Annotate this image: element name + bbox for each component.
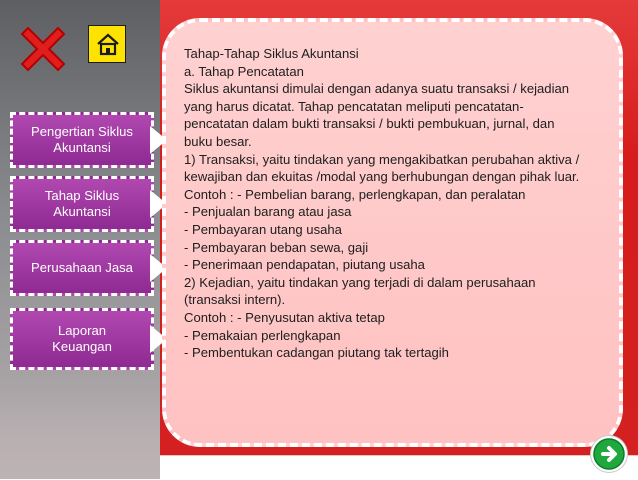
content-line: - Pembentukan cadangan piutang tak tertagih [184,345,449,361]
content-line: Contoh : - Pembelian barang, perlengkapan, dan peralatan [184,186,526,202]
content-line: - Pembayaran utang usaha [184,221,342,237]
next-button[interactable] [591,436,627,472]
bottom-strip [160,455,638,480]
sidebar-item-label: Akuntansi [53,140,111,155]
sidebar-item-label: Laporan [57,323,107,338]
content-line: Contoh : - Penyusutan aktiva tetap [184,309,385,325]
next-arrow-icon [591,436,627,472]
content-line: 2) Kejadian, yaitu tindakan yang terjadi di dalam perusahaan [184,274,536,290]
sidebar-item-tahap-siklus-akuntansi[interactable] [10,176,154,232]
content-line: - Pemakaian perlengkapan [184,327,341,343]
home-icon [89,26,127,64]
content-line: a. Tahap Pencatatan [184,63,304,79]
sidebar-item-laporan-keuangan[interactable] [10,308,154,370]
sidebar-item-label: Akuntansi [53,204,111,219]
close-button[interactable] [16,22,70,76]
content-line: Tahap-Tahap Siklus Akuntansi [184,46,359,61]
content-card [162,18,623,447]
content-line: yang harus dicatat. Tahap pencatatan meliputi pencatatan- [184,98,524,114]
content-line: 1) Transaksi, yaitu tindakan yang mengakibatkan perubahan aktiva / [184,151,580,167]
content-line: Siklus akuntansi dimulai dengan adanya suatu transaksi / kejadian [184,81,570,97]
close-x-icon [16,22,70,76]
sidebar-item-perusahaan-jasa[interactable] [10,240,154,296]
sidebar-item-label: Perusahaan Jasa [31,260,133,275]
content-line: pencatatan dalam bukti transaksi / bukti pembukuan, jurnal, dan [184,116,555,132]
content-line: kewajiban dan ekuitas /modal yang berhubungan dengan pihak luar. [184,169,580,185]
sidebar-item-label: Keuangan [52,339,112,354]
content-text [184,45,614,362]
content-line: - Penjualan barang atau jasa [184,204,352,220]
sidebar-item-label: Pengertian Siklus [31,124,133,139]
sidebar-item-label: Tahap Siklus [44,188,120,203]
content-line: buku besar. [184,133,252,149]
content-line: - Penerimaan pendapatan, piutang usaha [184,257,425,273]
content-line: (transaksi intern). [184,292,286,308]
content-line: - Pembayaran beban sewa, gaji [184,239,369,255]
sidebar-item-pengertian-siklus-akuntansi[interactable] [10,112,154,168]
home-button[interactable] [88,25,126,63]
